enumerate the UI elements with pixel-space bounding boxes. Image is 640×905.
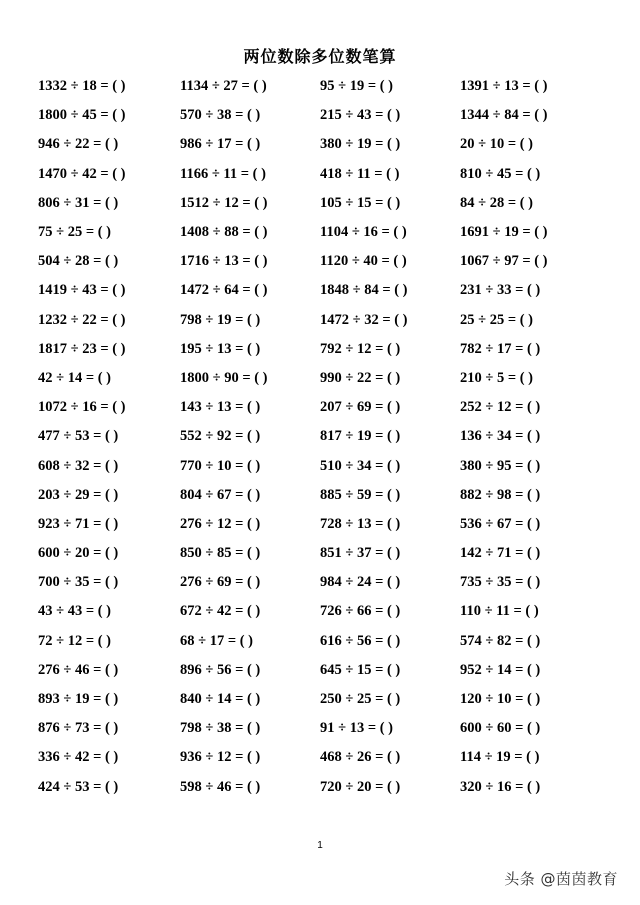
division-problem: 720 ÷ 20 = ( ) [320, 778, 401, 795]
division-problem: 770 ÷ 10 = ( ) [180, 457, 261, 474]
division-problem: 798 ÷ 38 = ( ) [180, 720, 261, 737]
problem-row [38, 160, 618, 189]
division-problem: 1104 ÷ 16 = ( ) [320, 224, 407, 241]
division-problem: 468 ÷ 26 = ( ) [320, 749, 401, 766]
division-problem: 91 ÷ 13 = ( ) [320, 720, 394, 737]
division-problem: 418 ÷ 11 = ( ) [320, 165, 400, 182]
division-problem: 250 ÷ 25 = ( ) [320, 691, 401, 708]
division-problem: 1072 ÷ 16 = ( ) [38, 399, 126, 416]
division-problem: 1817 ÷ 23 = ( ) [38, 340, 126, 357]
division-problem: 68 ÷ 17 = ( ) [180, 632, 254, 649]
problem-row [38, 247, 618, 276]
problem-row [38, 627, 618, 656]
division-problem: 896 ÷ 56 = ( ) [180, 661, 261, 678]
problem-row [38, 276, 618, 305]
division-problem: 136 ÷ 34 = ( ) [460, 428, 541, 445]
division-problem: 990 ÷ 22 = ( ) [320, 369, 401, 386]
division-problem: 1472 ÷ 32 = ( ) [320, 311, 408, 328]
division-problem: 1472 ÷ 64 = ( ) [180, 282, 268, 299]
division-problem: 120 ÷ 10 = ( ) [460, 691, 541, 708]
problem-row [38, 364, 618, 393]
division-problem: 510 ÷ 34 = ( ) [320, 457, 401, 474]
division-problem: 195 ÷ 13 = ( ) [180, 340, 261, 357]
problem-row [38, 218, 618, 247]
division-problem: 143 ÷ 13 = ( ) [180, 399, 261, 416]
division-problem: 792 ÷ 12 = ( ) [320, 340, 401, 357]
division-problem: 984 ÷ 24 = ( ) [320, 574, 401, 591]
division-problem: 782 ÷ 17 = ( ) [460, 340, 541, 357]
division-problem: 215 ÷ 43 = ( ) [320, 107, 401, 124]
problem-row [38, 773, 618, 802]
division-problem: 276 ÷ 69 = ( ) [180, 574, 261, 591]
division-problem: 320 ÷ 16 = ( ) [460, 778, 541, 795]
division-problem: 142 ÷ 71 = ( ) [460, 545, 541, 562]
division-problem: 424 ÷ 53 = ( ) [38, 778, 119, 795]
division-problem: 600 ÷ 60 = ( ) [460, 720, 541, 737]
division-problem: 380 ÷ 19 = ( ) [320, 136, 401, 153]
division-problem: 1134 ÷ 27 = ( ) [180, 78, 267, 95]
division-problem: 1848 ÷ 84 = ( ) [320, 282, 408, 299]
division-problem: 1232 ÷ 22 = ( ) [38, 311, 126, 328]
division-problem: 840 ÷ 14 = ( ) [180, 691, 261, 708]
division-problem: 207 ÷ 69 = ( ) [320, 399, 401, 416]
problem-row [38, 685, 618, 714]
division-problem: 574 ÷ 82 = ( ) [460, 632, 541, 649]
division-problem: 851 ÷ 37 = ( ) [320, 545, 401, 562]
division-problem: 252 ÷ 12 = ( ) [460, 399, 541, 416]
division-problem: 700 ÷ 35 = ( ) [38, 574, 119, 591]
division-problem: 608 ÷ 32 = ( ) [38, 457, 119, 474]
problem-row [38, 306, 618, 335]
division-problem: 986 ÷ 17 = ( ) [180, 136, 261, 153]
division-problem: 1691 ÷ 19 = ( ) [460, 224, 548, 241]
division-problem: 810 ÷ 45 = ( ) [460, 165, 541, 182]
problem-row [38, 597, 618, 626]
division-problem: 1120 ÷ 40 = ( ) [320, 253, 407, 270]
division-problem: 798 ÷ 19 = ( ) [180, 311, 261, 328]
division-problem: 726 ÷ 66 = ( ) [320, 603, 401, 620]
problem-row [38, 393, 618, 422]
division-problem: 1391 ÷ 13 = ( ) [460, 78, 548, 95]
division-problem: 885 ÷ 59 = ( ) [320, 486, 401, 503]
division-problem: 1067 ÷ 97 = ( ) [460, 253, 548, 270]
division-problem: 1512 ÷ 12 = ( ) [180, 194, 268, 211]
division-problem: 276 ÷ 12 = ( ) [180, 515, 261, 532]
division-problem: 72 ÷ 12 = ( ) [38, 632, 112, 649]
division-problem: 1332 ÷ 18 = ( ) [38, 78, 126, 95]
division-problem: 110 ÷ 11 = ( ) [460, 603, 539, 620]
problem-row [38, 130, 618, 159]
problem-row [38, 189, 618, 218]
division-problem: 923 ÷ 71 = ( ) [38, 515, 119, 532]
division-problem: 1470 ÷ 42 = ( ) [38, 165, 126, 182]
division-problem: 477 ÷ 53 = ( ) [38, 428, 119, 445]
division-problem: 952 ÷ 14 = ( ) [460, 661, 541, 678]
division-problem: 1408 ÷ 88 = ( ) [180, 224, 268, 241]
division-problem: 1716 ÷ 13 = ( ) [180, 253, 268, 270]
division-problem: 95 ÷ 19 = ( ) [320, 78, 394, 95]
division-problem: 1419 ÷ 43 = ( ) [38, 282, 126, 299]
division-problem: 1800 ÷ 90 = ( ) [180, 369, 268, 386]
division-problem: 876 ÷ 73 = ( ) [38, 720, 119, 737]
division-problem: 804 ÷ 67 = ( ) [180, 486, 261, 503]
division-problem: 231 ÷ 33 = ( ) [460, 282, 541, 299]
problem-row [38, 335, 618, 364]
problem-grid [38, 72, 618, 802]
division-problem: 616 ÷ 56 = ( ) [320, 632, 401, 649]
division-problem: 817 ÷ 19 = ( ) [320, 428, 401, 445]
page-number: 1 [317, 840, 323, 851]
division-problem: 210 ÷ 5 = ( ) [460, 369, 534, 386]
problem-row [38, 481, 618, 510]
division-problem: 114 ÷ 19 = ( ) [460, 749, 540, 766]
problem-row [38, 101, 618, 130]
division-problem: 203 ÷ 29 = ( ) [38, 486, 119, 503]
division-problem: 75 ÷ 25 = ( ) [38, 224, 112, 241]
division-problem: 946 ÷ 22 = ( ) [38, 136, 119, 153]
problem-row [38, 451, 618, 480]
division-problem: 1800 ÷ 45 = ( ) [38, 107, 126, 124]
problem-row [38, 539, 618, 568]
division-problem: 20 ÷ 10 = ( ) [460, 136, 534, 153]
problem-row [38, 72, 618, 101]
division-problem: 536 ÷ 67 = ( ) [460, 515, 541, 532]
division-problem: 806 ÷ 31 = ( ) [38, 194, 119, 211]
division-problem: 504 ÷ 28 = ( ) [38, 253, 119, 270]
division-problem: 105 ÷ 15 = ( ) [320, 194, 401, 211]
division-problem: 336 ÷ 42 = ( ) [38, 749, 119, 766]
division-problem: 552 ÷ 92 = ( ) [180, 428, 261, 445]
division-problem: 1344 ÷ 84 = ( ) [460, 107, 548, 124]
division-problem: 600 ÷ 20 = ( ) [38, 545, 119, 562]
problem-row [38, 568, 618, 597]
page-title: 两位数除多位数笔算 [243, 49, 397, 66]
division-problem: 936 ÷ 12 = ( ) [180, 749, 261, 766]
division-problem: 1166 ÷ 11 = ( ) [180, 165, 266, 182]
division-problem: 276 ÷ 46 = ( ) [38, 661, 119, 678]
problem-row [38, 656, 618, 685]
division-problem: 735 ÷ 35 = ( ) [460, 574, 541, 591]
division-problem: 570 ÷ 38 = ( ) [180, 107, 261, 124]
division-problem: 380 ÷ 95 = ( ) [460, 457, 541, 474]
division-problem: 893 ÷ 19 = ( ) [38, 691, 119, 708]
division-problem: 850 ÷ 85 = ( ) [180, 545, 261, 562]
watermark: 头条 @茵茵教育 [504, 870, 618, 888]
division-problem: 645 ÷ 15 = ( ) [320, 661, 401, 678]
division-problem: 25 ÷ 25 = ( ) [460, 311, 534, 328]
problem-row [38, 422, 618, 451]
division-problem: 672 ÷ 42 = ( ) [180, 603, 261, 620]
problem-row [38, 743, 618, 772]
division-problem: 43 ÷ 43 = ( ) [38, 603, 112, 620]
division-problem: 84 ÷ 28 = ( ) [460, 194, 534, 211]
division-problem: 882 ÷ 98 = ( ) [460, 486, 541, 503]
division-problem: 598 ÷ 46 = ( ) [180, 778, 261, 795]
problem-row [38, 714, 618, 743]
division-problem: 42 ÷ 14 = ( ) [38, 369, 112, 386]
problem-row [38, 510, 618, 539]
division-problem: 728 ÷ 13 = ( ) [320, 515, 401, 532]
